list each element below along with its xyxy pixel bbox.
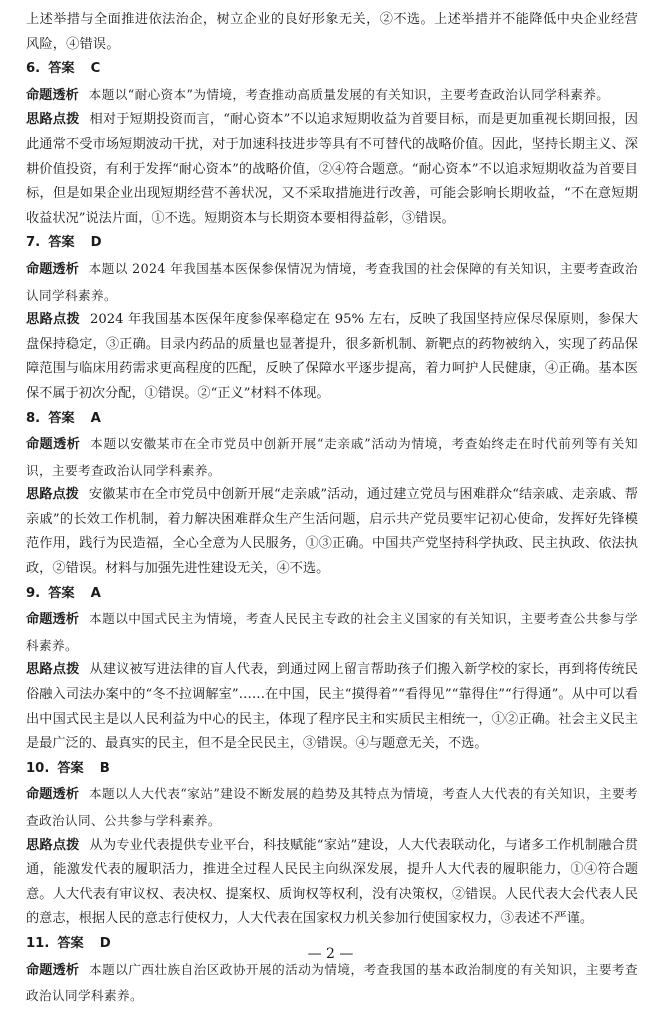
question-number: 9.	[26, 585, 41, 601]
approach-label: 思路点拨	[26, 112, 80, 128]
answer-line	[26, 407, 638, 432]
answer-line	[26, 757, 638, 782]
approach-label: 思路点拨	[26, 312, 80, 328]
question-number: 6.	[26, 61, 41, 77]
approach-paragraph	[26, 834, 638, 932]
analysis-text: 本题以中国式民主为情境，考查人民民主专政的社会主义国家的有关知识，主要考查公共参与学科素养。	[26, 611, 638, 653]
answer-line	[26, 582, 638, 607]
approach-label: 思路点拨	[26, 837, 80, 853]
analysis-paragraph	[26, 256, 638, 308]
answer-item	[26, 932, 638, 1009]
approach-text: 从建议被写进法律的盲人代表，到通过网上留言帮助孩子们搬入新学校的家长，再到将传统民俗融入司法办案中的“冬不拉调解室”……在中国，民主“摸得着”“看得见”“靠得住”“行得通”。从中可以看出中国式民主是以人民利益为中心的民主，体现了程序民主和实质民主相统一，①②正确。社会主义民主是最广泛的、最真实的民主，但不是全民民主，③错误。④与题意无关，不选。	[26, 662, 638, 752]
answer-value: B	[99, 760, 110, 776]
analysis-label: 命题透析	[26, 962, 80, 978]
analysis-paragraph	[26, 957, 638, 1009]
question-number: 11.	[26, 935, 50, 951]
analysis-label: 命题透析	[26, 87, 79, 103]
answer-list	[26, 57, 638, 1009]
approach-paragraph	[26, 308, 638, 406]
page-number: — 2 —	[307, 946, 354, 962]
answer-value: A	[90, 585, 101, 601]
approach-text: 相对于短期投资而言，“耐心资本”不以追求短期收益为首要目标，而是更加重视长期回报，因此通常不受市场短期波动干扰，对于加速科技进步等具有不可替代的战略价值。因此，坚持长期主义、深耕价值投资，有利于发挥“耐心资本”的战略价值，②④符合题意。“耐心资本”不以追求短期收益为首要目标，但是如果企业出现短期经营不善状况，又不采取措施进行改善，可能会影响长期收益，“不在意短期收益状况”说法片面，①不选。短期资本与长期资本要相得益彰，③错误。	[26, 112, 638, 226]
approach-text: 2024 年我国基本医保年度参保率稳定在 95% 左右，反映了我国坚持应保尽保原则，参保大盘保持稳定，③正确。目录内药品的质量也显著提升，很多新机制、新靶点的药物被纳入，实现了药品保障范围与临床用药需求更高程度的匹配，反映了保障水平逐步提高，着力呵护人民健康，④正确。基本医保不属于初次分配，①错误。②“正义”材料不体现。	[26, 312, 639, 401]
analysis-paragraph	[26, 606, 638, 658]
question-number: 10.	[26, 760, 50, 776]
analysis-text: 本题以 2024 年我国基本医保参保情况为情境，考查我国的社会保障的有关知识，主要考查政治认同学科素养。	[26, 260, 639, 303]
answer-label: 答案	[57, 935, 84, 951]
question-number: 7.	[26, 235, 41, 251]
answer-label: 答案	[48, 235, 75, 251]
answer-item	[26, 231, 638, 406]
answer-label: 答案	[48, 410, 75, 426]
approach-paragraph	[26, 108, 638, 231]
approach-label: 思路点拨	[26, 487, 79, 503]
analysis-text: 本题以广西壮族自治区政协开展的活动为情境，考查我国的基本政治制度的有关知识，主要考查政治认同学科素养。	[26, 961, 638, 1004]
analysis-label: 命题透析	[26, 261, 79, 277]
analysis-paragraph	[26, 82, 638, 109]
analysis-label: 命题透析	[26, 787, 79, 803]
answer-item	[26, 582, 638, 757]
answer-label: 答案	[57, 760, 84, 776]
answer-item	[26, 57, 638, 231]
analysis-paragraph	[26, 431, 638, 483]
answer-item	[26, 757, 638, 932]
intro-paragraph: 上述举措与全面推进依法治企，树立企业的良好形象无关，②不选。上述举措并不能降低中央企业经营风险，④错误。	[26, 12, 638, 52]
approach-paragraph	[26, 658, 638, 756]
answer-item	[26, 407, 638, 582]
analysis-text: 本题以安徽某市在全市党员中创新开展“走亲戚”活动为情境，考查始终走在时代前列等有关知识，主要考查政治认同学科素养。	[26, 436, 638, 478]
approach-text: 安徽某市在全市党员中创新开展“走亲戚”活动，通过建立党员与困难群众“结亲戚、走亲戚、帮亲戚”的长效工作机制，着力解决困难群众生产生活问题，启示共产党员要牢记初心使命，发挥好先锋模范作用，践行为民造福，全心全意为人民服务，①③正确。中国共产党坚持科学执政、民主执政、依法执政，②错误。材料与加强先进性建设无关，④不选。	[26, 487, 638, 577]
analysis-text: 本题以“耐心资本”为情境，考查推动高质量发展的有关知识，主要考查政治认同学科素养。	[88, 86, 610, 102]
analysis-label: 命题透析	[26, 612, 80, 628]
analysis-paragraph	[26, 781, 638, 833]
approach-text: 从为专业代表提供专业平台，科技赋能“家站”建设，人大代表联动化，与诸多工作机制融合贯通，能激发代表的履职活力，推进全过程人民民主向纵深发展，提升人大代表的履职能力，①④符合题意。人大代表有审议权、表决权、提案权、质询权等权利，没有决策权，②错误。人民代表大会代表人民的意志，根据人民的意志行使权力，人大代表在国家权力机关参加行使国家权力，③表述不严谨。	[26, 837, 638, 927]
answer-label: 答案	[48, 61, 75, 77]
answer-value: D	[90, 235, 102, 251]
answer-line	[26, 57, 638, 82]
answer-value: C	[90, 61, 101, 77]
answer-value: A	[90, 410, 101, 426]
question-number: 8.	[26, 410, 41, 426]
approach-paragraph	[26, 483, 638, 581]
document-page	[26, 8, 638, 1009]
answer-line	[26, 231, 638, 256]
analysis-text: 本题以人大代表“家站”建设不断发展的趋势及其特点为情境，考查人大代表的有关知识，主要考查政治认同、公共参与学科素养。	[26, 786, 639, 828]
analysis-label: 命题透析	[26, 437, 81, 453]
answer-value: D	[99, 935, 111, 951]
approach-label: 思路点拨	[26, 662, 80, 678]
answer-label: 答案	[48, 585, 75, 601]
